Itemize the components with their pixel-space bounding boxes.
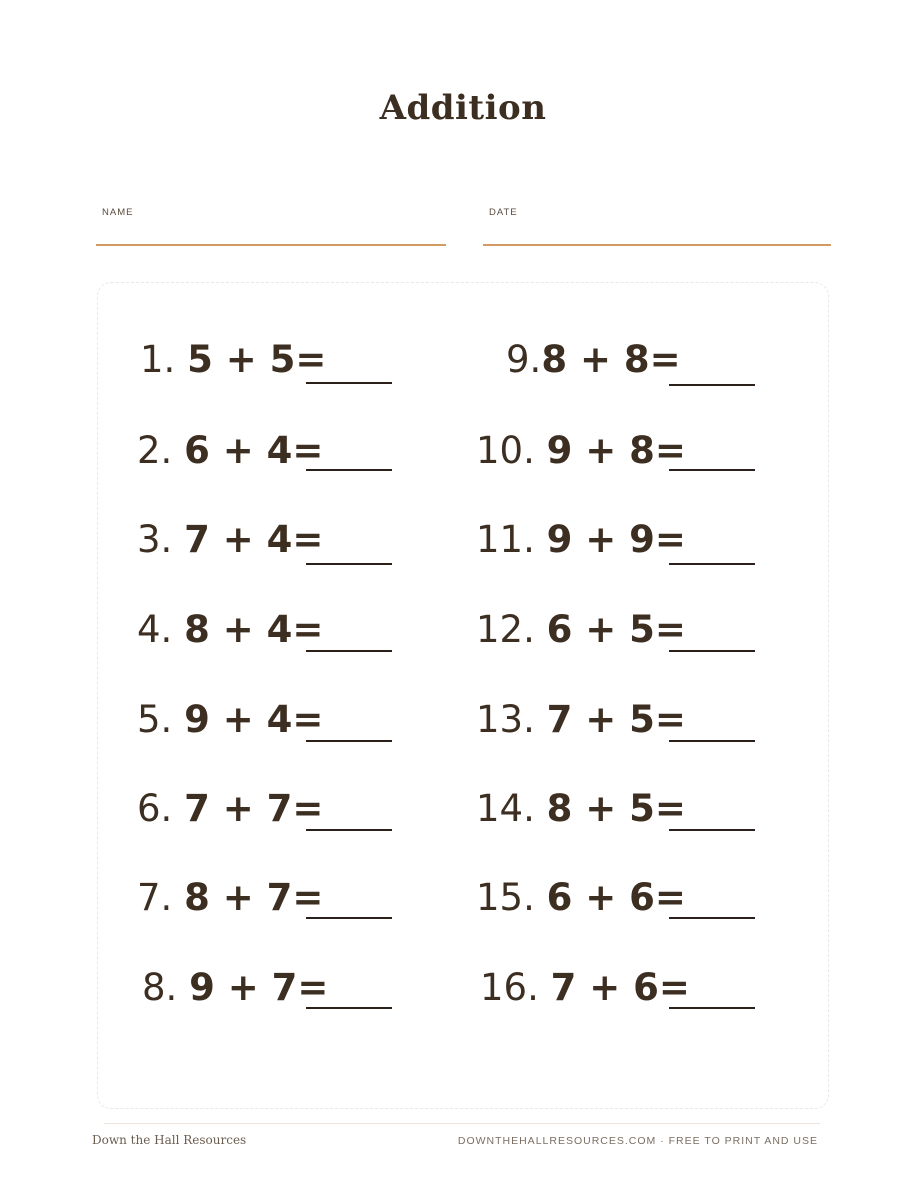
footer-brand: Down the Hall Resources <box>92 1133 247 1147</box>
answer-blank-13[interactable] <box>669 693 755 742</box>
answer-blank-10[interactable] <box>669 422 755 471</box>
problem-expression: 7 + 5= <box>546 698 686 741</box>
answer-blank-6[interactable] <box>306 782 392 831</box>
problem-6 <box>137 784 323 834</box>
problem-number: 14. <box>476 787 535 830</box>
footer-website: DOWNTHEHALLRESOURCES.COM · FREE TO PRINT AND USE <box>457 1135 818 1147</box>
footer-divider <box>104 1123 820 1124</box>
answer-blank-15[interactable] <box>669 870 755 919</box>
problem-expression: 6 + 4= <box>184 429 324 472</box>
problem-expression: 9 + 8= <box>546 429 686 472</box>
problem-5 <box>137 695 323 745</box>
answer-blank-3[interactable] <box>306 516 392 565</box>
problem-expression: 7 + 6= <box>550 966 690 1009</box>
problem-4 <box>137 605 323 655</box>
answer-blank-2[interactable] <box>306 422 392 471</box>
problem-12 <box>476 605 686 655</box>
problem-number: 2. <box>137 429 173 472</box>
page-title: Addition <box>379 88 547 128</box>
answer-blank-9[interactable] <box>669 337 755 386</box>
problem-10 <box>476 426 686 476</box>
problem-expression: 9 + 9= <box>546 518 686 561</box>
problem-expression: 9 + 7= <box>189 966 329 1009</box>
problem-expression: 7 + 7= <box>184 787 324 830</box>
problem-expression: 8 + 8= <box>541 338 681 381</box>
problem-number: 15. <box>476 876 535 919</box>
problem-14 <box>476 784 686 834</box>
problem-expression: 6 + 6= <box>546 876 686 919</box>
problem-15 <box>476 873 686 923</box>
problem-number: 10. <box>476 429 535 472</box>
answer-blank-16[interactable] <box>669 960 755 1009</box>
problem-number: 1. <box>140 338 176 381</box>
problem-expression: 9 + 4= <box>184 698 324 741</box>
answer-blank-11[interactable] <box>669 516 755 565</box>
problem-8 <box>142 963 328 1013</box>
date-field[interactable] <box>483 205 831 246</box>
problem-number: 12. <box>476 608 535 651</box>
problem-expression: 8 + 7= <box>184 876 324 919</box>
problem-1 <box>140 335 326 385</box>
answer-blank-14[interactable] <box>669 782 755 831</box>
problem-13 <box>476 695 686 745</box>
name-field[interactable] <box>96 205 446 246</box>
date-label: DATE <box>489 207 518 218</box>
name-label: NAME <box>102 207 134 218</box>
answer-blank-5[interactable] <box>306 693 392 742</box>
problem-number: 6. <box>137 787 173 830</box>
problem-2 <box>137 426 323 476</box>
problem-number: 3. <box>137 518 173 561</box>
problem-3 <box>137 515 323 565</box>
problem-number: 9. <box>506 338 542 381</box>
problem-number: 4. <box>137 608 173 651</box>
problem-expression: 5 + 5= <box>187 338 327 381</box>
answer-blank-4[interactable] <box>306 603 392 652</box>
problem-number: 5. <box>137 698 173 741</box>
problem-number: 11. <box>476 518 535 561</box>
answer-blank-1[interactable] <box>306 335 392 384</box>
problem-number: 13. <box>476 698 535 741</box>
problem-expression: 6 + 5= <box>546 608 686 651</box>
problem-expression: 8 + 4= <box>184 608 324 651</box>
problem-number: 7. <box>137 876 173 919</box>
problem-expression: 8 + 5= <box>546 787 686 830</box>
problem-7 <box>137 873 323 923</box>
answer-blank-8[interactable] <box>306 960 392 1009</box>
problem-11 <box>476 515 686 565</box>
problem-9 <box>506 335 681 385</box>
problem-number: 8. <box>142 966 178 1009</box>
problem-16 <box>480 963 690 1013</box>
problem-number: 16. <box>480 966 539 1009</box>
problem-expression: 7 + 4= <box>184 518 324 561</box>
answer-blank-12[interactable] <box>669 603 755 652</box>
answer-blank-7[interactable] <box>306 870 392 919</box>
